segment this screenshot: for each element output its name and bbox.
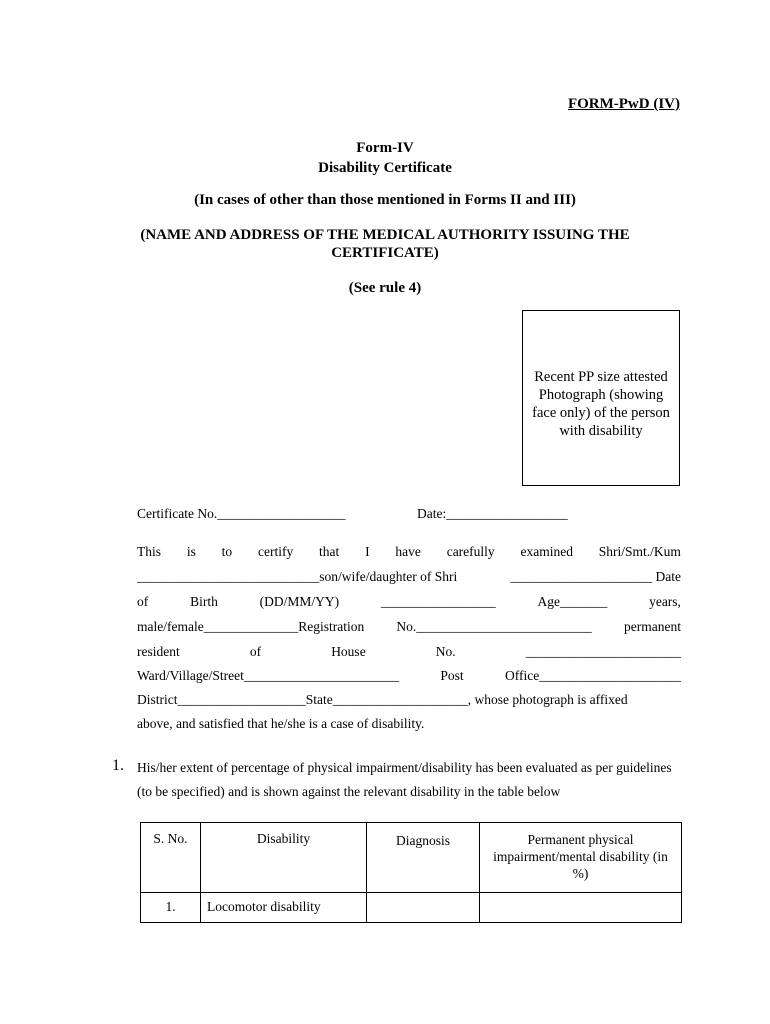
segment: Ward/Village/Street_______________________ bbox=[137, 668, 400, 683]
word: This bbox=[137, 544, 162, 559]
certificate-title: Disability Certificate bbox=[318, 160, 452, 176]
segment: of bbox=[249, 644, 262, 659]
segment: ___________________________son/wife/daughter of Shri bbox=[137, 569, 458, 584]
section-1-line-2: (to be specified) and is shown against the relevant disability in the table below bbox=[137, 784, 561, 799]
body-line-2 bbox=[137, 567, 681, 587]
body-line-5 bbox=[137, 642, 681, 662]
form-id: FORM-PwD (IV) bbox=[567, 96, 680, 112]
disability-table bbox=[140, 822, 682, 923]
date-field: Date:__________________ bbox=[417, 506, 568, 521]
segment: years, bbox=[649, 594, 681, 609]
form-number: Form-IV bbox=[356, 140, 414, 156]
word: examined bbox=[520, 544, 573, 559]
segment: Office_____________________ bbox=[505, 668, 681, 683]
segment: District___________________State____________________, whose photograph is affixed bbox=[137, 692, 628, 707]
segment: resident bbox=[137, 644, 180, 659]
header-sno: S. No. bbox=[141, 823, 201, 893]
cell-sno: 1. bbox=[141, 893, 201, 923]
table-header-row bbox=[141, 823, 682, 893]
cell-percent[interactable] bbox=[480, 893, 682, 923]
body-line-3 bbox=[137, 592, 681, 612]
cell-disability: Locomotor disability bbox=[201, 893, 367, 923]
header-disability: Disability bbox=[201, 823, 367, 893]
cell-diagnosis[interactable] bbox=[367, 893, 480, 923]
segment: _____________________ Date bbox=[510, 569, 681, 584]
segment: _______________________ bbox=[525, 644, 681, 659]
photo-placeholder-box bbox=[522, 310, 680, 486]
segment: No. bbox=[435, 644, 456, 659]
header-diagnosis: Diagnosis bbox=[367, 823, 480, 893]
scope-note: (In cases of other than those mentioned in Forms II and III) bbox=[194, 192, 576, 208]
photo-box-line-2: Photograph (showing bbox=[538, 387, 664, 403]
word: that bbox=[319, 544, 340, 559]
body-line-1 bbox=[137, 542, 681, 562]
word: is bbox=[186, 544, 196, 559]
section-1-line-1: His/her extent of percentage of physical impairment/disability has been evaluated as per guidelines bbox=[137, 760, 672, 775]
certificate-no-field: Certificate No.___________________ bbox=[137, 506, 346, 521]
segment: No.__________________________ bbox=[396, 619, 592, 634]
word: carefully bbox=[446, 544, 495, 559]
table-row bbox=[141, 893, 682, 923]
segment: permanent bbox=[624, 619, 681, 634]
word: have bbox=[395, 544, 421, 559]
word: I bbox=[365, 544, 370, 559]
body-line-4 bbox=[137, 617, 681, 637]
rule-reference: (See rule 4) bbox=[348, 280, 422, 296]
word: certify bbox=[257, 544, 294, 559]
body-line-7 bbox=[137, 690, 681, 710]
segment: male/female______________Registration bbox=[137, 619, 365, 634]
photo-box-line-1: Recent PP size attested bbox=[534, 369, 668, 385]
authority-line-2: CERTIFICATE) bbox=[331, 245, 439, 261]
body-line-6 bbox=[137, 666, 681, 686]
segment: _________________ bbox=[380, 594, 496, 609]
segment: of bbox=[137, 594, 149, 609]
section-number: 1. bbox=[112, 757, 124, 774]
word: to bbox=[221, 544, 233, 559]
segment: House bbox=[331, 644, 366, 659]
header-percent: Permanent physical impairment/mental disability (in %) bbox=[480, 823, 682, 893]
authority-line-1: (NAME AND ADDRESS OF THE MEDICAL AUTHORITY ISSUING THE bbox=[140, 227, 630, 243]
segment: (DD/MM/YY) bbox=[259, 594, 340, 609]
word: Shri/Smt./Kum bbox=[598, 544, 681, 559]
segment: Age_______ bbox=[537, 594, 608, 609]
body-line-8: above, and satisfied that he/she is a case of disability. bbox=[137, 716, 425, 731]
segment: Birth bbox=[190, 594, 218, 609]
photo-box-line-3: face only) of the person bbox=[532, 405, 670, 421]
segment: Post bbox=[440, 668, 464, 683]
photo-box-line-4: with disability bbox=[559, 423, 643, 439]
